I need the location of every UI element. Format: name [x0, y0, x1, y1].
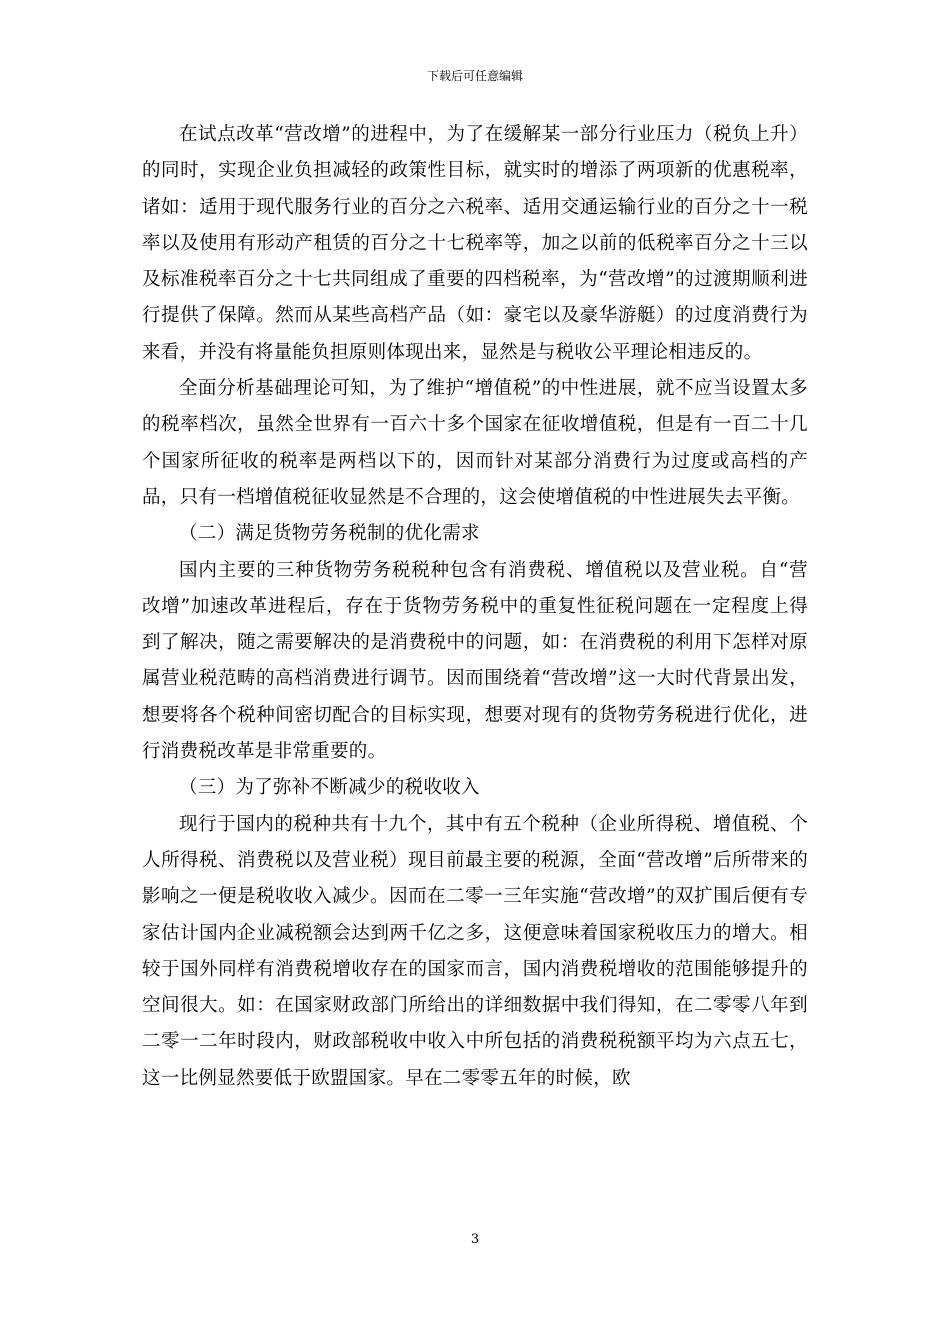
- page-header: 下载后可任意编辑: [426, 69, 523, 83]
- paragraph-goods-services-tax: 国内主要的三种货物劳务税税种包含有消费税、增值税以及营业税。自“营改增”加速改革进程后，存在于货物劳务税中的重复性征税问题在一定程度上得到了解决，随之需要解决的是消费税中的问题，如：在消费税的利用下怎样对原属营业税范畴的高档消费进行调节。因而围绕着“营改增”这一大时代背景出发，想要将各个税种间密切配合的目标实现，想要对现有的货物劳务税进行优化，进行消费税改革是非常重要的。: [142, 559, 808, 763]
- page-number: 3: [470, 1232, 480, 1247]
- paragraph-tax-revenue: 现行于国内的税种共有十九个，其中有五个税种（企业所得税、增值税、个人所得税、消费税以及营业税）现目前最主要的税源，全面“营改增”后所带来的影响之一便是税收收入减少。因而在二零一三年实施“营改增”的双扩围后便有专家估计国内企业减税额会达到两千亿之多，这便意味着国家税收压力的增大。相较于国外同样有消费税增收存在的国家而言，国内消费税增收的范围能够提升的空间很大。如：在国家财政部门所给出的详细数据中我们得知，在二零零八年到二零一二年时段内，财政部税收中收入中所包括的消费税税额平均为六点五七，这一比例显然要低于欧盟国家。早在二零零五年的时候，欧: [142, 813, 808, 1089]
- paragraph-vat-neutrality: 全面分析基础理论可知，为了维护“增值税”的中性进展，就不应当设置太多的税率档次，虽然全世界有一百六十多个国家在征收增值税，但是有一百二十几个国家所征收的税率是两档以下的，因而针对某部分消费行为过度或高档的产品，只有一档增值税征收显然是不合理的，这会使增值税的中性进展失去平衡。: [142, 378, 808, 508]
- paragraph-tax-rates: 在试点改革“营改增”的进程中，为了在缓解某一部分行业压力（税负上升）的同时，实现企业负担减轻的政策性目标，就实时的增添了两项新的优惠税率，诸如：适用于现代服务行业的百分之六税率、适用交通运输行业的百分之十一税率以及使用有形动产租赁的百分之十七税率等，加之以前的低税率百分之十三以及标准税率百分之十七共同组成了重要的四档税率，为“营改增”的过渡期顺利进行提供了保障。然而从某些高档产品（如：豪宅以及豪华游艇）的过度消费行为来看，并没有将量能负担原则体现出来，显然是与税收公平理论相违反的。: [142, 124, 808, 363]
- document-body: [142, 117, 808, 1097]
- section-heading-2: （二）满足货物劳务税制的优化需求: [179, 523, 480, 545]
- section-heading-3: （三）为了弥补不断减少的税收收入: [179, 777, 480, 799]
